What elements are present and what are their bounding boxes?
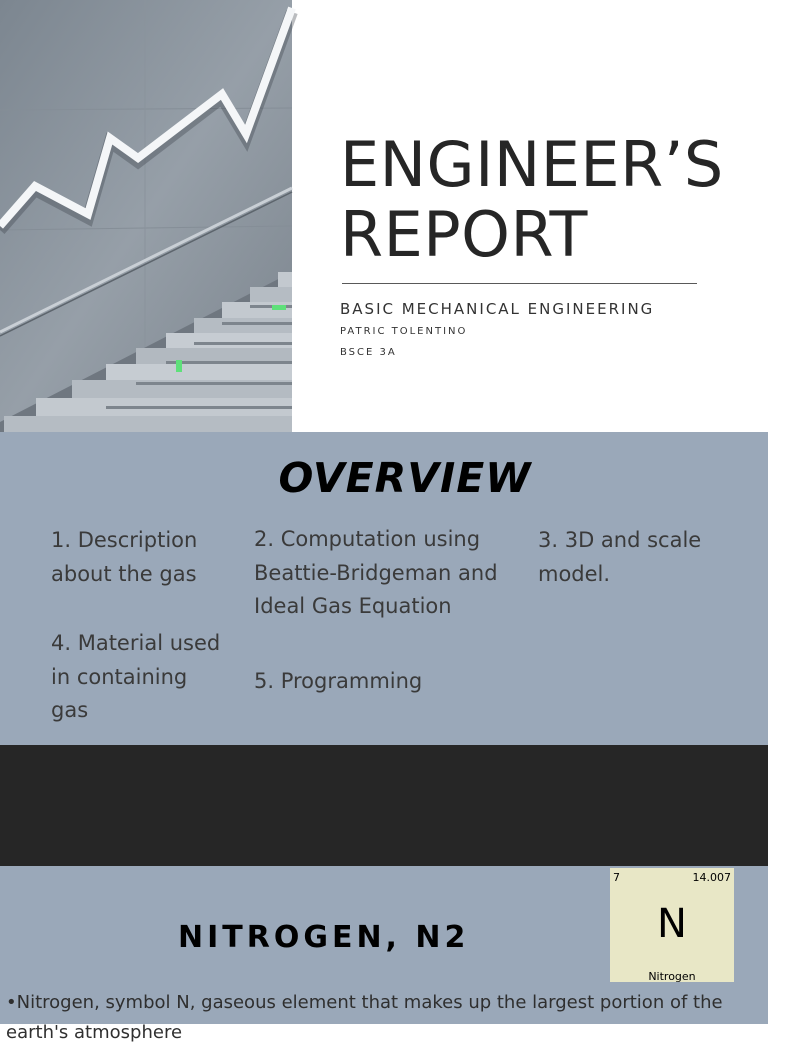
title-divider <box>342 283 697 284</box>
overview-item-3: 3. 3D and scale model. <box>538 528 702 586</box>
report-subtitle: BASIC MECHANICAL ENGINEERING <box>340 300 655 318</box>
course-section: BSCE 3A <box>340 347 397 358</box>
overview-item-4: 4. Material used in containing gas <box>51 631 221 722</box>
element-symbol: N <box>657 901 687 947</box>
title-slide <box>0 0 768 432</box>
overview-item-2: 2. Computation using Beattie-Bridgeman and Ideal Gas Equation <box>254 527 498 618</box>
element-name: Nitrogen <box>648 970 696 983</box>
overview-title: OVERVIEW <box>278 454 532 502</box>
atomic-mass: 14.007 <box>692 871 731 884</box>
author-name: PATRIC TOLENTINO <box>340 326 468 337</box>
title-line-2: REPORT <box>340 198 588 271</box>
periodic-element-tile <box>610 868 734 982</box>
title-line-1: ENGINEER’S <box>340 128 724 201</box>
overview-item-1: 1. Description about the gas <box>51 528 198 586</box>
nitrogen-slide <box>0 866 768 1043</box>
nitrogen-title: NITROGEN, N2 <box>178 920 470 955</box>
nitrogen-description: •Nitrogen, symbol N, gaseous element that makes up the largest portion of the earth's atmosphere <box>6 992 723 1043</box>
dark-band-slide <box>0 745 768 866</box>
overview-slide <box>0 432 768 745</box>
overview-item-5: 5. Programming <box>254 669 423 693</box>
report-title <box>340 130 724 270</box>
atomic-number: 7 <box>613 871 620 884</box>
staircase-graph-photo <box>0 0 292 432</box>
